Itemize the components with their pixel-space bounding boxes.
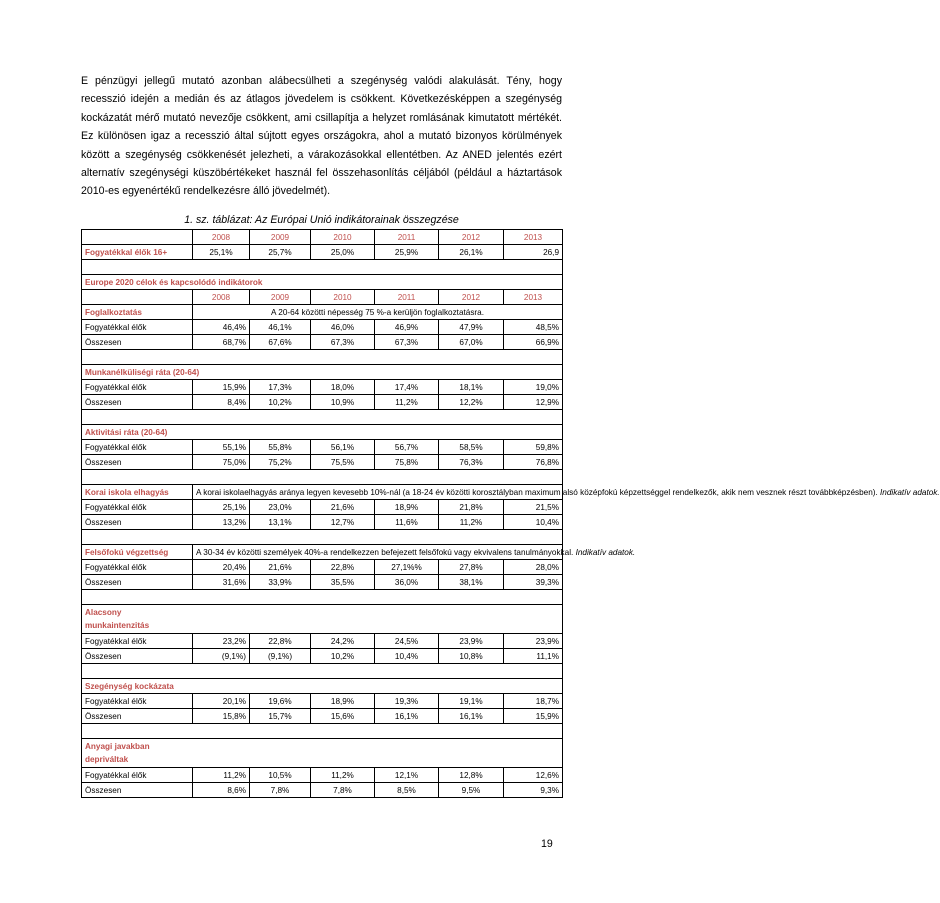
value-cell: 16,1% xyxy=(375,709,439,724)
low-work-title-line1: Alacsony xyxy=(85,608,122,617)
table-row xyxy=(82,455,563,470)
row-label: Fogyatékkal élők xyxy=(82,320,193,335)
value-cell: 18,1% xyxy=(439,380,504,395)
value-cell: 18,0% xyxy=(311,380,375,395)
table-row xyxy=(82,709,563,724)
value-cell: 20,1% xyxy=(193,694,250,709)
row-label: Összesen xyxy=(82,455,193,470)
spacer-row xyxy=(82,530,563,545)
value-cell: (9,1%) xyxy=(250,649,311,664)
row-label: Fogyatékkal élők xyxy=(82,440,193,455)
value-cell: 39,3% xyxy=(504,575,563,590)
value-cell: 46,1% xyxy=(250,320,311,335)
table-row xyxy=(82,768,563,783)
value-cell: 18,9% xyxy=(311,694,375,709)
value-cell: 19,1% xyxy=(439,694,504,709)
value-cell: 25,9% xyxy=(375,245,439,260)
tertiary-title: Felsőfokú végzettség xyxy=(82,545,193,560)
value-cell: 67,6% xyxy=(250,335,311,350)
empty-cell xyxy=(82,290,193,305)
table-row xyxy=(82,575,563,590)
table-row xyxy=(82,395,563,410)
early-leavers-target-text: A korai iskolaelhagyás aránya legyen kevesebb 10%-nál (a 18-24 év közötti korosztályban maximum alsó középfokú képzettséggel rendelkezők, akik nem vesznek részt továbbképzésben). xyxy=(196,487,878,497)
page-number: 19 xyxy=(541,838,553,850)
value-cell: 35,5% xyxy=(311,575,375,590)
value-cell: 15,6% xyxy=(311,709,375,724)
year-2013: 2013 xyxy=(504,290,563,305)
year-2009: 2009 xyxy=(250,290,311,305)
table-row xyxy=(82,500,563,515)
value-cell: 22,8% xyxy=(250,634,311,649)
spacer-row xyxy=(82,664,563,679)
value-cell: 12,8% xyxy=(439,768,504,783)
value-cell: 18,7% xyxy=(504,694,563,709)
value-cell: 12,7% xyxy=(311,515,375,530)
value-cell: 12,2% xyxy=(439,395,504,410)
spacer-row xyxy=(82,410,563,425)
value-cell: 55,1% xyxy=(193,440,250,455)
europe-title: Europe 2020 célok és kapcsolódó indikátorok xyxy=(82,275,563,290)
tertiary-target-text: A 30-34 év közötti személyek 40%-a rendelkezzen befejezett felsőfokú vagy ekvivalens tanulmányokkal. xyxy=(196,547,574,557)
value-cell: 19,6% xyxy=(250,694,311,709)
table-row xyxy=(82,649,563,664)
low-work-title xyxy=(82,605,563,634)
table-caption: 1. sz. táblázat: Az Európai Unió indikátorainak összegzése xyxy=(184,214,459,226)
deprivation-title xyxy=(82,739,563,768)
row-label: Fogyatékkal élők xyxy=(82,380,193,395)
value-cell: 10,4% xyxy=(375,649,439,664)
value-cell: 11,2% xyxy=(193,768,250,783)
value-cell: 21,8% xyxy=(439,500,504,515)
spacer-row xyxy=(82,470,563,485)
value-cell: 15,7% xyxy=(250,709,311,724)
year-2013: 2013 xyxy=(504,230,563,245)
row-label: Összesen xyxy=(82,649,193,664)
poverty-title: Szegénység kockázata xyxy=(82,679,563,694)
row-label: Összesen xyxy=(82,335,193,350)
year-2011: 2011 xyxy=(375,230,439,245)
year-2010: 2010 xyxy=(311,230,375,245)
unemployment-title-row xyxy=(82,365,563,380)
early-leavers-title: Korai iskola elhagyás xyxy=(82,485,193,500)
value-cell: 19,0% xyxy=(504,380,563,395)
year-2011: 2011 xyxy=(375,290,439,305)
value-cell: 25,7% xyxy=(250,245,311,260)
spacer-row xyxy=(82,260,563,275)
value-cell: 19,3% xyxy=(375,694,439,709)
low-work-title-line2: munkaintenzitás xyxy=(85,621,150,630)
value-cell: 8,5% xyxy=(375,783,439,798)
employment-title-row xyxy=(82,305,563,320)
spacer-row xyxy=(82,350,563,365)
row-label: Fogyatékkal élők xyxy=(82,768,193,783)
row-label: Összesen xyxy=(82,515,193,530)
value-cell: 11,2% xyxy=(375,395,439,410)
value-cell: 59,8% xyxy=(504,440,563,455)
year-2008: 2008 xyxy=(193,230,250,245)
top-row-label: Fogyatékkal élők 16+ xyxy=(82,245,193,260)
value-cell: 56,7% xyxy=(375,440,439,455)
table-row xyxy=(82,560,563,575)
value-cell: (9,1%) xyxy=(193,649,250,664)
value-cell: 76,8% xyxy=(504,455,563,470)
value-cell: 55,8% xyxy=(250,440,311,455)
value-cell: 23,9% xyxy=(504,634,563,649)
table-row xyxy=(82,694,563,709)
row-label: Fogyatékkal élők xyxy=(82,694,193,709)
value-cell: 67,3% xyxy=(311,335,375,350)
low-work-title-row xyxy=(82,605,563,634)
tertiary-target xyxy=(193,545,636,560)
value-cell: 23,9% xyxy=(439,634,504,649)
employment-title: Foglalkoztatás xyxy=(82,305,193,320)
value-cell: 18,9% xyxy=(375,500,439,515)
spacer-row xyxy=(82,590,563,605)
spacer-row xyxy=(82,724,563,739)
value-cell: 66,9% xyxy=(504,335,563,350)
value-cell: 31,6% xyxy=(193,575,250,590)
value-cell: 11,2% xyxy=(439,515,504,530)
value-cell: 23,2% xyxy=(193,634,250,649)
row-label: Összesen xyxy=(82,395,193,410)
europe-title-row xyxy=(82,275,563,290)
value-cell: 10,8% xyxy=(439,649,504,664)
value-cell: 68,7% xyxy=(193,335,250,350)
activity-title-row xyxy=(82,425,563,440)
value-cell: 67,3% xyxy=(375,335,439,350)
value-cell: 17,4% xyxy=(375,380,439,395)
value-cell: 10,2% xyxy=(250,395,311,410)
early-leavers-target-suffix: Indikatív adatok. xyxy=(880,487,940,497)
deprivation-title-row xyxy=(82,739,563,768)
table-row xyxy=(82,783,563,798)
value-cell: 7,8% xyxy=(311,783,375,798)
value-cell: 8,6% xyxy=(193,783,250,798)
empty-cell xyxy=(82,230,193,245)
value-cell: 21,6% xyxy=(311,500,375,515)
table-row xyxy=(82,634,563,649)
year-2008: 2008 xyxy=(193,290,250,305)
value-cell: 26,1% xyxy=(439,245,504,260)
value-cell: 10,4% xyxy=(504,515,563,530)
unemployment-title: Munkanélküliségi ráta (20-64) xyxy=(82,365,563,380)
top-row xyxy=(82,245,563,260)
employment-target: A 20-64 közötti népesség 75 %-a kerüljön foglalkoztatásra. xyxy=(193,305,563,320)
value-cell: 15,9% xyxy=(504,709,563,724)
value-cell: 25,1% xyxy=(193,245,250,260)
early-leavers-target xyxy=(193,485,940,500)
value-cell: 10,2% xyxy=(311,649,375,664)
value-cell: 27,8% xyxy=(439,560,504,575)
table-row xyxy=(82,335,563,350)
row-label: Fogyatékkal élők xyxy=(82,500,193,515)
value-cell: 36,0% xyxy=(375,575,439,590)
year-header-row xyxy=(82,230,563,245)
value-cell: 21,5% xyxy=(504,500,563,515)
value-cell: 46,9% xyxy=(375,320,439,335)
value-cell: 22,8% xyxy=(311,560,375,575)
value-cell: 24,2% xyxy=(311,634,375,649)
value-cell: 67,0% xyxy=(439,335,504,350)
table-row xyxy=(82,380,563,395)
year-header-row-2 xyxy=(82,290,563,305)
value-cell: 33,9% xyxy=(250,575,311,590)
value-cell: 10,9% xyxy=(311,395,375,410)
value-cell: 58,5% xyxy=(439,440,504,455)
value-cell: 9,3% xyxy=(504,783,563,798)
row-label: Összesen xyxy=(82,709,193,724)
value-cell: 11,2% xyxy=(311,768,375,783)
year-2012: 2012 xyxy=(439,290,504,305)
value-cell: 75,8% xyxy=(375,455,439,470)
value-cell: 10,5% xyxy=(250,768,311,783)
value-cell: 16,1% xyxy=(439,709,504,724)
value-cell: 27,1%% xyxy=(375,560,439,575)
value-cell: 20,4% xyxy=(193,560,250,575)
value-cell: 13,2% xyxy=(193,515,250,530)
value-cell: 7,8% xyxy=(250,783,311,798)
value-cell: 76,3% xyxy=(439,455,504,470)
deprivation-title-line1: Anyagi javakban xyxy=(85,742,150,751)
value-cell: 17,3% xyxy=(250,380,311,395)
value-cell: 75,5% xyxy=(311,455,375,470)
value-cell: 12,6% xyxy=(504,768,563,783)
value-cell: 12,9% xyxy=(504,395,563,410)
table-row xyxy=(82,515,563,530)
value-cell: 11,6% xyxy=(375,515,439,530)
row-label: Fogyatékkal élők xyxy=(82,634,193,649)
value-cell: 9,5% xyxy=(439,783,504,798)
value-cell: 75,2% xyxy=(250,455,311,470)
value-cell: 25,1% xyxy=(193,500,250,515)
table-row xyxy=(82,440,563,455)
value-cell: 8,4% xyxy=(193,395,250,410)
table-row xyxy=(82,320,563,335)
row-label: Fogyatékkal élők xyxy=(82,560,193,575)
value-cell: 25,0% xyxy=(311,245,375,260)
early-leavers-title-row xyxy=(82,485,563,500)
value-cell: 13,1% xyxy=(250,515,311,530)
value-cell: 24,5% xyxy=(375,634,439,649)
eu-indicators-table xyxy=(81,229,940,798)
year-2012: 2012 xyxy=(439,230,504,245)
value-cell: 11,1% xyxy=(504,649,563,664)
value-cell: 46,0% xyxy=(311,320,375,335)
activity-title: Aktivitási ráta (20-64) xyxy=(82,425,563,440)
value-cell: 15,8% xyxy=(193,709,250,724)
row-label: Összesen xyxy=(82,783,193,798)
row-label: Összesen xyxy=(82,575,193,590)
deprivation-title-line2: depriváltak xyxy=(85,755,129,764)
tertiary-target-suffix: Indikatív adatok. xyxy=(575,547,636,557)
year-2009: 2009 xyxy=(250,230,311,245)
year-2010: 2010 xyxy=(311,290,375,305)
value-cell: 46,4% xyxy=(193,320,250,335)
value-cell: 28,0% xyxy=(504,560,563,575)
value-cell: 21,6% xyxy=(250,560,311,575)
value-cell: 38,1% xyxy=(439,575,504,590)
tertiary-title-row xyxy=(82,545,563,560)
value-cell: 75,0% xyxy=(193,455,250,470)
value-cell: 23,0% xyxy=(250,500,311,515)
value-cell: 15,9% xyxy=(193,380,250,395)
value-cell: 12,1% xyxy=(375,768,439,783)
intro-paragraph: E pénzügyi jellegű mutató azonban alábecsülheti a szegénység valódi alakulását. Tény, hogy recesszió idején a medián és az átlagos jövedelem is csökkent. Következésképpen a szegénység kockázatát mérő mutató nevezője csökkent, ami csillapítja a helyzet romlásának kimutatott mértékét. Ez különösen igaz a recesszió által sújtott egyes országokra, ahol a mutató bizonyos körülmények között a szegénység csökkenését jelezheti, a várakozásokkal ellentétben. Az ANED jelentés ezért alternatív szegénységi küszöbértékeket használ fel összehasonlítás céljából (például a háztartások 2010-es egyenértékű rendelkezésre álló jövedelmét). xyxy=(81,75,562,198)
value-cell: 26,9 xyxy=(504,245,563,260)
value-cell: 47,9% xyxy=(439,320,504,335)
value-cell: 48,5% xyxy=(504,320,563,335)
value-cell: 56,1% xyxy=(311,440,375,455)
poverty-title-row xyxy=(82,679,563,694)
